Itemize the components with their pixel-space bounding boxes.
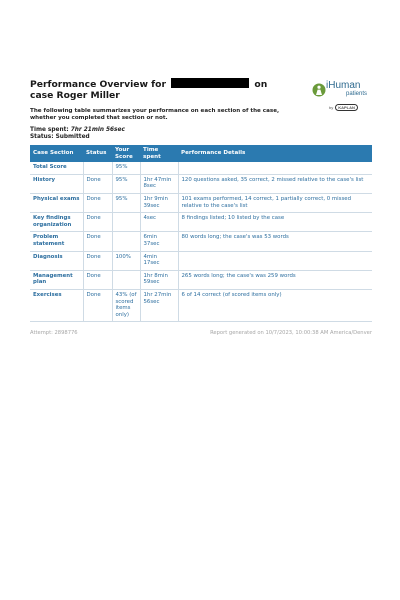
cell-status: Done <box>83 270 112 289</box>
cell-time: 6min 37sec <box>140 232 178 251</box>
cell-details: 6 of 14 correct (of scored items only) <box>178 289 372 321</box>
time-spent-label: Time spent: <box>30 126 69 133</box>
page-title <box>30 78 285 101</box>
cell-score: 95% <box>112 194 140 213</box>
ihuman-logo <box>312 80 374 120</box>
time-spent <box>30 127 372 134</box>
cell-time <box>140 162 178 174</box>
column-header: Your Score <box>112 145 140 162</box>
ihuman-logo-icon <box>312 83 326 97</box>
cell-details <box>178 162 372 174</box>
attempt-id: Attempt: 2898776 <box>30 330 78 337</box>
cell-time: 4sec <box>140 213 178 232</box>
cell-details: 8 findings listed; 10 listed by the case <box>178 213 372 232</box>
status-label: Status: <box>30 134 54 141</box>
cell-score <box>112 270 140 289</box>
table-row <box>30 232 372 251</box>
column-header: Performance Details <box>178 145 372 162</box>
cell-time: 1hr 8min 59sec <box>140 270 178 289</box>
report-generated: Report generated on 10/7/2023, 10:00:38 AM America/Denver <box>210 330 372 337</box>
cell-details: 80 words long; the case's was 53 words <box>178 232 372 251</box>
cell-section: Physical exams <box>30 194 83 213</box>
cell-section: History <box>30 174 83 193</box>
table-header-row <box>30 145 372 162</box>
cell-section: Management plan <box>30 270 83 289</box>
table-row <box>30 213 372 232</box>
column-header: Status <box>83 145 112 162</box>
table-row <box>30 251 372 270</box>
title-suffix: on case Roger Miller <box>30 79 268 101</box>
cell-details: 101 exams performed, 14 correct, 1 partially correct, 0 missed relative to the case's list <box>178 194 372 213</box>
cell-status: Done <box>83 289 112 321</box>
title-prefix: Performance Overview for <box>30 79 166 90</box>
intro-text: The following table summarizes your performance on each section of the case, whether you completed that section or not. <box>30 108 280 122</box>
cell-score: 43% (of scored items only) <box>112 289 140 321</box>
cell-score: 95% <box>112 162 140 174</box>
cell-score <box>112 213 140 232</box>
table-row <box>30 270 372 289</box>
cell-section: Exercises <box>30 289 83 321</box>
redacted-name <box>171 78 249 88</box>
cell-status: Done <box>83 213 112 232</box>
status <box>30 134 372 141</box>
column-header: Case Section <box>30 145 83 162</box>
cell-time: 1hr 27min 56sec <box>140 289 178 321</box>
cell-status: Done <box>83 194 112 213</box>
report-page <box>30 78 372 340</box>
kaplan-logo: KAPLAN <box>335 104 358 111</box>
cell-section: Diagnosis <box>30 251 83 270</box>
report-meta <box>30 127 372 141</box>
cell-status: Done <box>83 232 112 251</box>
cell-details <box>178 251 372 270</box>
cell-time: 1hr 9min 39sec <box>140 194 178 213</box>
cell-status: Done <box>83 251 112 270</box>
cell-time: 4min 17sec <box>140 251 178 270</box>
cell-details: 120 questions asked, 35 correct, 2 missed relative to the case's list <box>178 174 372 193</box>
table-row <box>30 174 372 193</box>
table-row <box>30 194 372 213</box>
logo-brand: iHuman <box>326 80 361 91</box>
cell-section: Problem statement <box>30 232 83 251</box>
cell-details: 265 words long; the case's was 259 words <box>178 270 372 289</box>
cell-score <box>112 232 140 251</box>
performance-table <box>30 145 372 322</box>
cell-time: 1hr 47min 8sec <box>140 174 178 193</box>
table-row <box>30 289 372 321</box>
cell-status <box>83 162 112 174</box>
time-spent-value: 7hr 21min 56sec <box>70 126 125 133</box>
cell-section: Key findings organization <box>30 213 83 232</box>
logo-by-text: by <box>329 105 334 110</box>
cell-score: 95% <box>112 174 140 193</box>
report-footer <box>30 330 372 340</box>
cell-section: Total Score <box>30 162 83 174</box>
cell-score: 100% <box>112 251 140 270</box>
cell-status: Done <box>83 174 112 193</box>
status-value: Submitted <box>55 134 90 141</box>
logo-by <box>329 104 358 111</box>
column-header: Time spent <box>140 145 178 162</box>
table-row <box>30 162 372 174</box>
logo-brand-sub: patients <box>346 91 368 97</box>
